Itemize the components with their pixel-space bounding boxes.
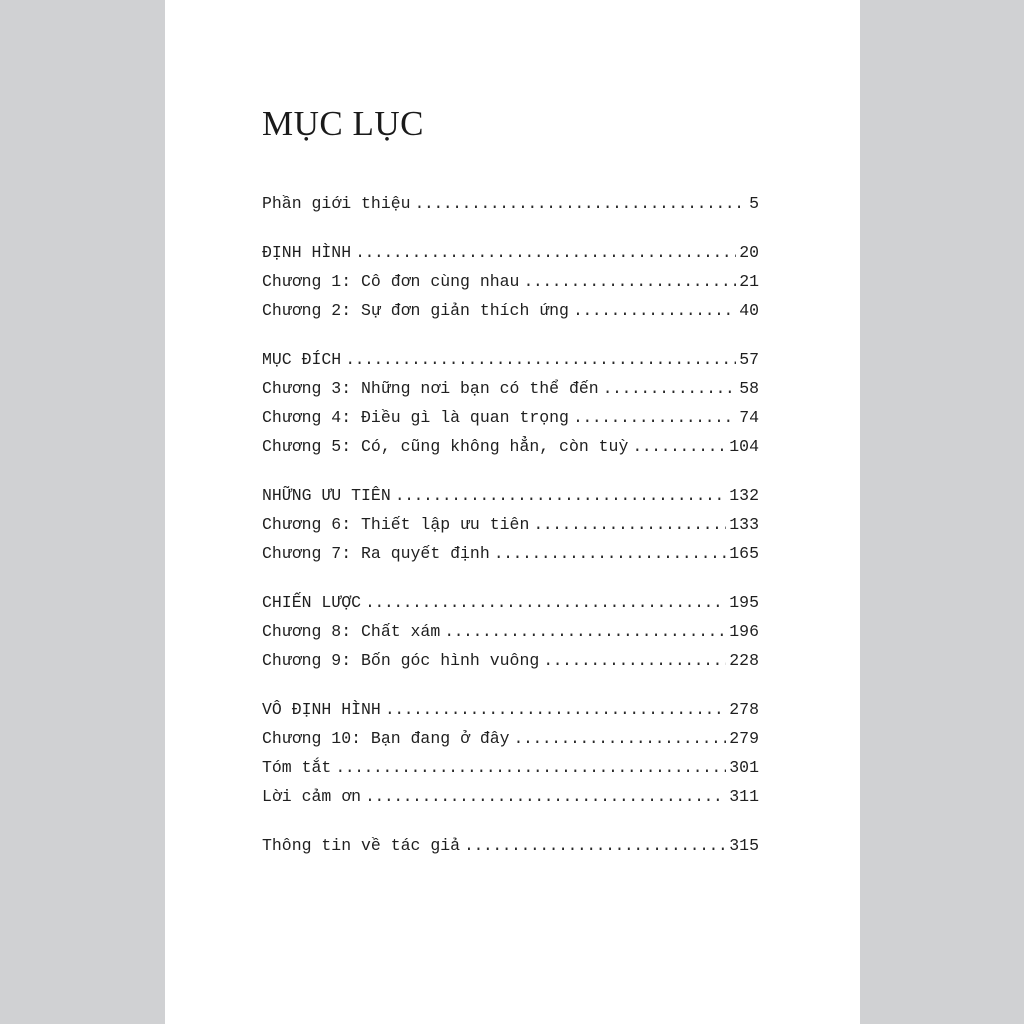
dot-leader [444, 617, 726, 646]
toc-section [262, 238, 759, 325]
toc-entry [262, 432, 759, 461]
dot-leader [365, 588, 726, 617]
toc-entry [262, 695, 759, 724]
toc-entry [262, 403, 759, 432]
dot-leader [345, 345, 736, 374]
dot-leader [543, 646, 726, 675]
toc-entry-label: Chương 1: Cô đơn cùng nhau [262, 272, 520, 291]
toc-entry-label: Chương 9: Bốn góc hình vuông [262, 651, 540, 670]
toc-section [262, 831, 759, 860]
toc-entry-label: Chương 4: Điều gì là quan trọng [262, 408, 569, 427]
dot-leader [533, 510, 726, 539]
toc-entry-label: Chương 3: Những nơi bạn có thể đến [262, 379, 599, 398]
toc-entry-page-number: 195 [729, 593, 759, 612]
toc-entry [262, 374, 759, 403]
dot-leader [603, 374, 737, 403]
dot-leader [514, 724, 727, 753]
table-of-contents [262, 189, 759, 880]
toc-entry-label: Chương 8: Chất xám [262, 622, 441, 641]
toc-entry-page-number: 5 [749, 194, 759, 213]
dot-leader [464, 831, 726, 860]
toc-entry-label: Lời cảm ơn [262, 787, 362, 806]
toc-entry-label: CHIẾN LƯỢC [262, 593, 362, 612]
toc-entry [262, 724, 759, 753]
dot-leader [573, 403, 736, 432]
toc-entry [262, 238, 759, 267]
toc-entry-page-number: 40 [739, 301, 759, 320]
dot-leader [494, 539, 727, 568]
book-page [165, 0, 860, 1024]
toc-entry-label: Chương 6: Thiết lập ưu tiên [262, 515, 530, 534]
toc-section [262, 481, 759, 568]
toc-entry [262, 510, 759, 539]
toc-entry-page-number: 74 [739, 408, 759, 427]
toc-entry [262, 588, 759, 617]
toc-entry [262, 267, 759, 296]
toc-section [262, 695, 759, 811]
toc-entry-page-number: 228 [729, 651, 759, 670]
toc-entry-label: NHỮNG ƯU TIÊN [262, 486, 391, 505]
toc-entry-page-number: 315 [729, 836, 759, 855]
toc-entry-label: Chương 5: Có, cũng không hẳn, còn tuỳ [262, 437, 629, 456]
toc-entry [262, 753, 759, 782]
toc-entry-page-number: 58 [739, 379, 759, 398]
toc-entry [262, 296, 759, 325]
toc-entry [262, 481, 759, 510]
toc-entry-page-number: 132 [729, 486, 759, 505]
toc-entry-page-number: 57 [739, 350, 759, 369]
dot-leader [385, 695, 726, 724]
toc-entry-label: ĐỊNH HÌNH [262, 243, 352, 262]
toc-entry-page-number: 21 [739, 272, 759, 291]
toc-section [262, 345, 759, 461]
dot-leader [415, 189, 747, 218]
toc-entry-label: Chương 2: Sự đơn giản thích ứng [262, 301, 569, 320]
toc-entry-label: Phần giới thiệu [262, 194, 411, 213]
toc-entry-label: Chương 10: Bạn đang ở đây [262, 729, 510, 748]
dot-leader [573, 296, 736, 325]
toc-entry-page-number: 104 [729, 437, 759, 456]
toc-entry-label: VÔ ĐỊNH HÌNH [262, 700, 381, 719]
dot-leader [632, 432, 726, 461]
toc-entry [262, 345, 759, 374]
toc-entry-page-number: 196 [729, 622, 759, 641]
toc-entry [262, 782, 759, 811]
page-title: MỤC LỤC [262, 104, 424, 143]
toc-entry [262, 539, 759, 568]
dot-leader [355, 238, 736, 267]
toc-entry [262, 646, 759, 675]
toc-entry [262, 617, 759, 646]
toc-section [262, 189, 759, 218]
toc-entry-label: Thông tin về tác giả [262, 836, 461, 855]
toc-entry-page-number: 20 [739, 243, 759, 262]
toc-entry-page-number: 279 [729, 729, 759, 748]
dot-leader [365, 782, 726, 811]
toc-section [262, 588, 759, 675]
toc-entry-page-number: 301 [729, 758, 759, 777]
dot-leader [335, 753, 726, 782]
toc-entry-label: Chương 7: Ra quyết định [262, 544, 490, 563]
toc-entry-label: Tóm tắt [262, 758, 332, 777]
dot-leader [523, 267, 736, 296]
toc-entry [262, 189, 759, 218]
toc-entry-page-number: 133 [729, 515, 759, 534]
toc-entry-page-number: 278 [729, 700, 759, 719]
toc-entry [262, 831, 759, 860]
toc-entry-page-number: 165 [729, 544, 759, 563]
dot-leader [395, 481, 727, 510]
toc-entry-label: MỤC ĐÍCH [262, 350, 342, 369]
toc-entry-page-number: 311 [729, 787, 759, 806]
